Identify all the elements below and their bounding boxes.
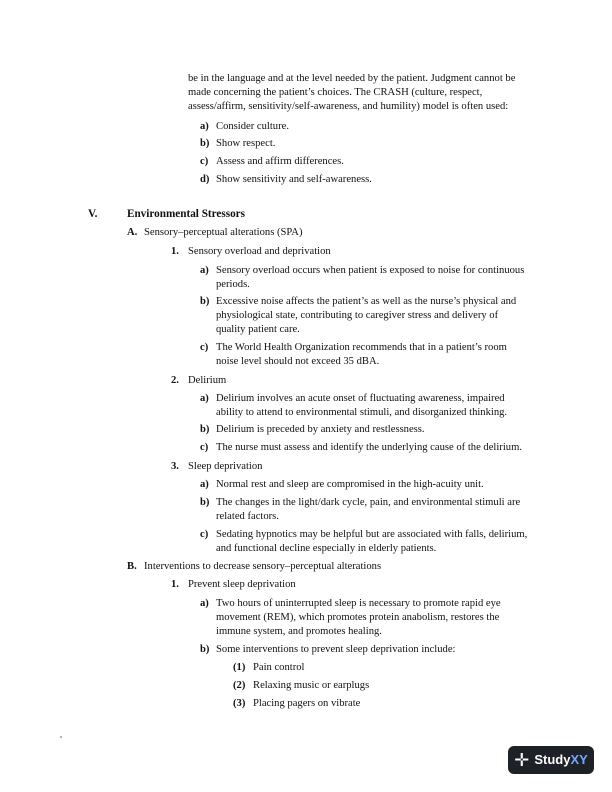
list-item-line: Some interventions to prevent sleep deprivation include: — [216, 644, 456, 655]
list-item-line: noise level should not exceed 35 dBA. — [216, 355, 380, 367]
list-item-line: movement (REM), which promotes protein anabolism, restores the — [216, 611, 500, 623]
subsection-label: A. — [127, 227, 138, 238]
list-label: c) — [200, 156, 209, 167]
intro-paragraph — [188, 72, 548, 113]
list-label: a) — [200, 479, 209, 490]
list-item — [216, 295, 516, 336]
list-item-line: Sensory overload occurs when patient is exposed to noise for continuous — [216, 265, 525, 276]
list-item-line: The nurse must assess and identify the underlying cause of the delirium. — [216, 442, 522, 453]
list-label: b) — [200, 497, 210, 508]
list-item-line: Normal rest and sleep are compromised in the high-acuity unit. — [216, 479, 484, 490]
intro-line: assess/affirm, sensitivity/self-awareness, and humility) model is often used: — [188, 100, 509, 112]
list-item-line: Two hours of uninterrupted sleep is necessary to promote rapid eye — [216, 598, 501, 609]
list-item-line: immune system, and promotes healing. — [216, 625, 382, 637]
list-item-line: physiological state, contributing to caregiver stress and delivery of — [216, 309, 499, 321]
badge-suffix: XY — [570, 752, 588, 768]
subsection-label: B. — [127, 561, 137, 572]
list-item-line: and functional decline especially in elderly patients. — [216, 542, 437, 554]
badge-text — [534, 753, 587, 767]
item-number: 1. — [171, 246, 179, 257]
item-title: Sensory overload and deprivation — [188, 246, 331, 257]
item-number: 2. — [171, 375, 179, 386]
item-number: 3. — [171, 461, 179, 472]
list-item: Consider culture. — [216, 121, 289, 132]
list-label: c) — [200, 442, 209, 453]
list-label: a) — [200, 265, 209, 276]
list-item — [216, 597, 501, 638]
list-item — [216, 528, 527, 556]
list-label: (3) — [233, 698, 246, 709]
intro-line: made concerning the patient’s choices. The CRASH (culture, respect, — [188, 86, 483, 98]
subsection-title: Sensory–perceptual alterations (SPA) — [144, 227, 303, 238]
list-item-line: Excessive noise affects the patient’s as well as the nurse’s physical and — [216, 296, 517, 307]
list-item: Show sensitivity and self-awareness. — [216, 174, 372, 185]
list-item-line: ability to attend to environmental stimuli, and disorganized thinking. — [216, 406, 508, 418]
list-item — [216, 341, 507, 369]
list-label: a) — [200, 121, 209, 132]
list-item — [216, 392, 507, 420]
section-title: Environmental Stressors — [127, 208, 245, 220]
list-label: a) — [200, 393, 209, 404]
list-label: (1) — [233, 662, 246, 673]
plus-icon: ✛ — [514, 750, 530, 770]
list-item-line: Sedating hypnotics may be helpful but are associated with falls, delirium, — [216, 529, 528, 540]
list-label: b) — [200, 424, 210, 435]
item-title: Sleep deprivation — [188, 461, 263, 472]
item-number: 1. — [171, 579, 179, 590]
list-item — [216, 643, 455, 657]
list-item: Placing pagers on vibrate — [253, 698, 361, 709]
list-item — [216, 264, 524, 292]
intro-line: be in the language and at the level needed by the patient. Judgment cannot be — [188, 73, 516, 84]
subsection-title: Interventions to decrease sensory–perceptual alterations — [144, 561, 382, 572]
list-item — [216, 478, 484, 492]
list-item — [216, 496, 520, 524]
list-label: b) — [200, 644, 210, 655]
list-label: a) — [200, 598, 209, 609]
list-label: b) — [200, 296, 210, 307]
list-item-line: The World Health Organization recommends that in a patient’s room — [216, 342, 507, 353]
list-item-line: Delirium involves an acute onset of fluctuating awareness, impaired — [216, 393, 505, 404]
list-item: Relaxing music or earplugs — [253, 680, 370, 691]
list-item — [216, 423, 425, 437]
item-title: Delirium — [188, 375, 227, 386]
section-number: V. — [88, 208, 98, 220]
list-item: Assess and affirm differences. — [216, 156, 344, 167]
list-item — [216, 441, 522, 455]
list-item: Pain control — [253, 662, 305, 673]
item-title: Prevent sleep deprivation — [188, 579, 296, 590]
page-mark — [60, 736, 62, 738]
list-item-line: The changes in the light/dark cycle, pain, and environmental stimuli are — [216, 497, 521, 508]
list-label: c) — [200, 529, 209, 540]
badge-prefix: Study — [534, 752, 571, 768]
list-label: b) — [200, 138, 210, 149]
studyxy-badge[interactable] — [508, 746, 594, 774]
list-item: Show respect. — [216, 138, 276, 149]
list-item-line: related factors. — [216, 510, 279, 522]
list-item-line: periods. — [216, 278, 250, 290]
list-label: d) — [200, 174, 210, 185]
list-item-line: Delirium is preceded by anxiety and restlessness. — [216, 424, 425, 435]
list-label: (2) — [233, 680, 246, 691]
list-label: c) — [200, 342, 209, 353]
list-item-line: quality patient care. — [216, 323, 300, 335]
